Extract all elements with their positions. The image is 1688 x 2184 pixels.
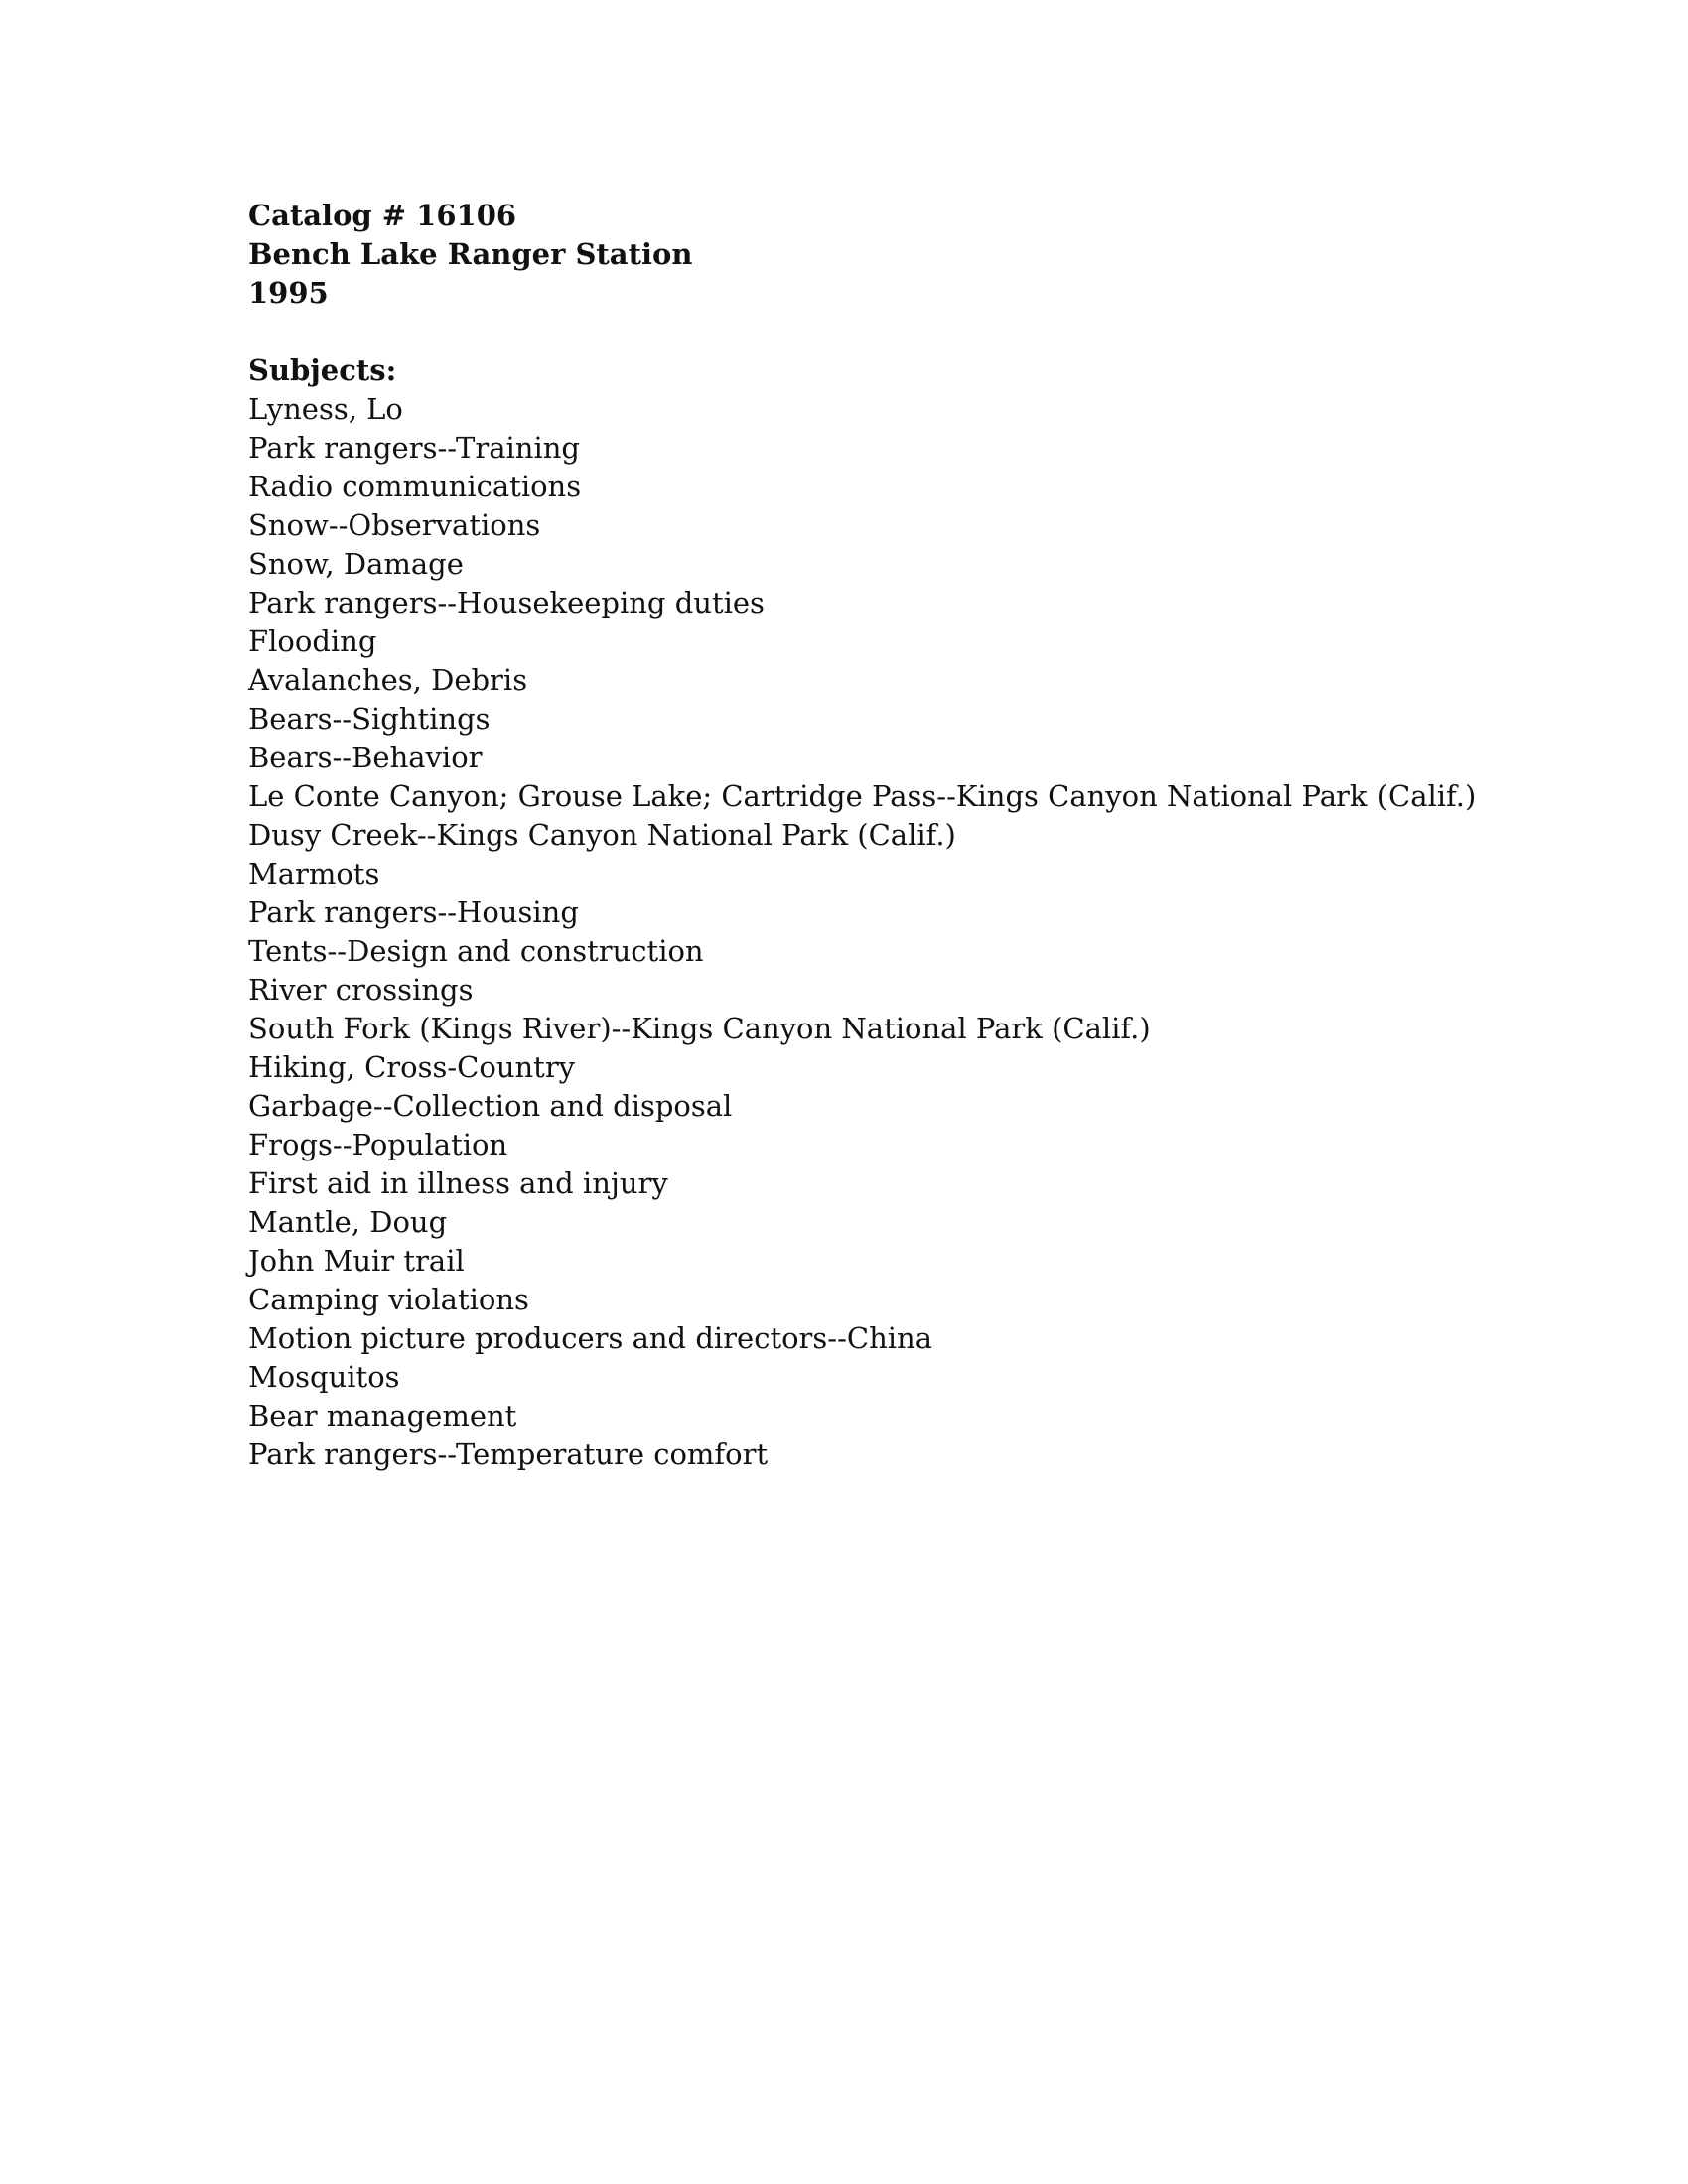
subject-item: Le Conte Canyon; Grouse Lake; Cartridge Pass--Kings Canyon National Park (Calif.) (248, 779, 1477, 813)
catalog-number: Catalog # 16106 (248, 199, 517, 232)
subjects-heading: Subjects: (248, 353, 397, 387)
subject-item: Park rangers--Training (248, 431, 580, 465)
subject-item: Mosquitos (248, 1360, 400, 1394)
subject-item: Frogs--Population (248, 1128, 508, 1161)
record-year: 1995 (248, 276, 329, 310)
subject-item: Radio communications (248, 470, 582, 503)
subject-item: Camping violations (248, 1283, 529, 1316)
subject-item: Snow--Observations (248, 508, 541, 542)
section-spacer (248, 313, 1539, 351)
subject-item: Flooding (248, 624, 377, 658)
subjects-list (248, 390, 1539, 1474)
subject-item: First aid in illness and injury (248, 1166, 668, 1200)
subject-item: Park rangers--Temperature comfort (248, 1437, 769, 1471)
subject-item: Lyness, Lo (248, 392, 403, 426)
subject-item: Garbage--Collection and disposal (248, 1089, 733, 1123)
subject-item: Dusy Creek--Kings Canyon National Park (Calif.) (248, 818, 956, 852)
subject-item: Park rangers--Housing (248, 895, 579, 929)
subject-item: Mantle, Doug (248, 1205, 448, 1239)
subject-item: John Muir trail (248, 1244, 465, 1278)
subject-item: South Fork (Kings River)--Kings Canyon National Park (Calif.) (248, 1012, 1151, 1045)
record-title: Bench Lake Ranger Station (248, 237, 693, 271)
subject-item: River crossings (248, 973, 474, 1007)
subject-item: Hiking, Cross-Country (248, 1050, 576, 1084)
subject-item: Bear management (248, 1399, 517, 1433)
subject-item: Park rangers--Housekeeping duties (248, 586, 765, 619)
subject-item: Bears--Sightings (248, 702, 491, 736)
subject-item: Marmots (248, 857, 380, 890)
subject-item: Snow, Damage (248, 547, 464, 581)
catalog-record (248, 197, 1539, 1474)
subject-item: Tents--Design and construction (248, 934, 704, 968)
subject-item: Avalanches, Debris (248, 663, 528, 697)
subject-item: Motion picture producers and directors--China (248, 1321, 933, 1355)
subject-item: Bears--Behavior (248, 741, 483, 774)
